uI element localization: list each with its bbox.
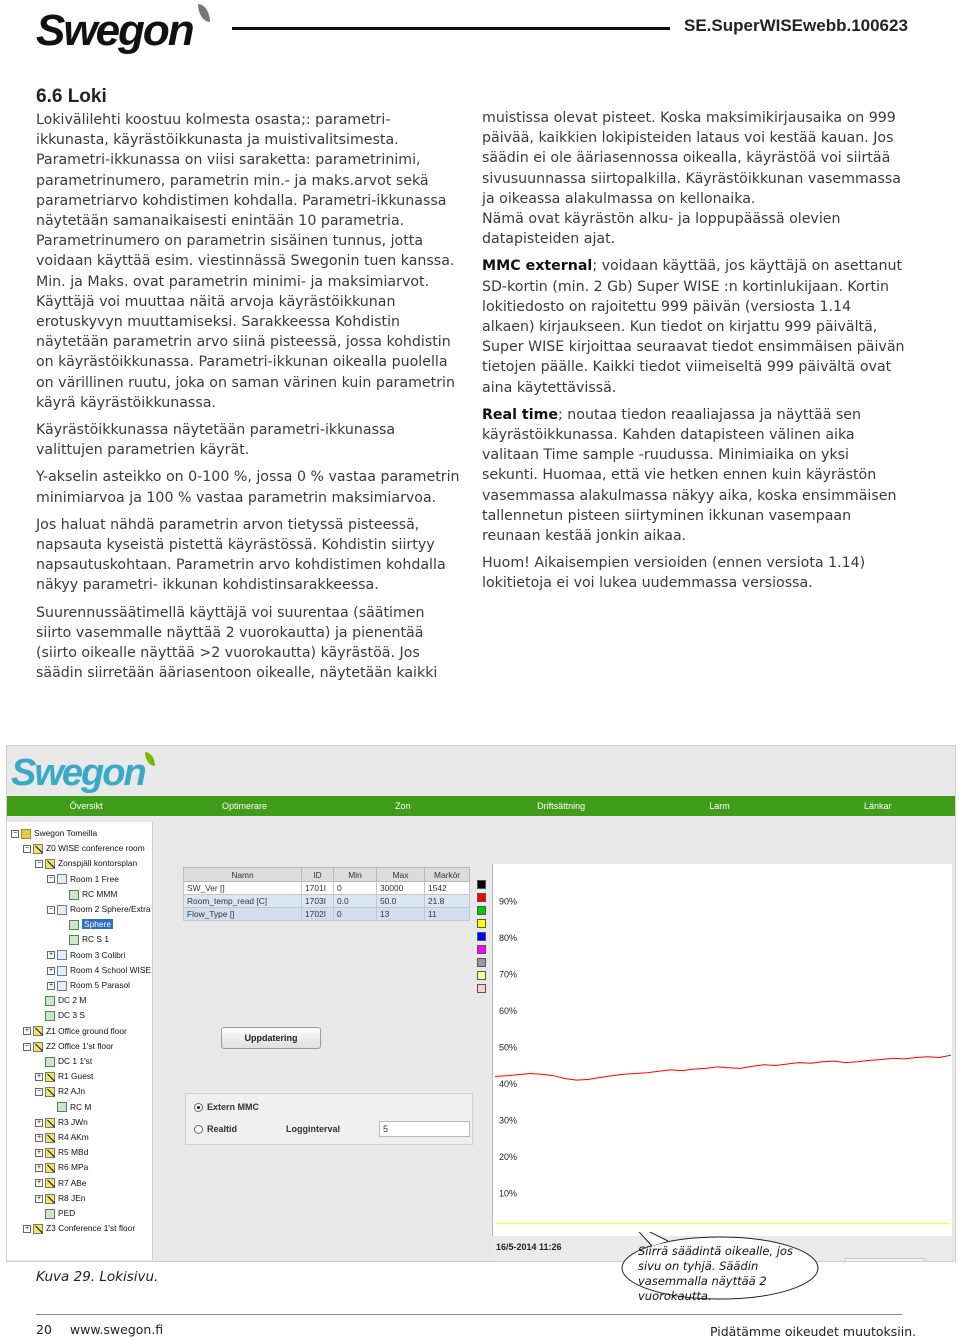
realtime-text: ; noutaa tiedon reaaliajassa ja näyttää sen käyrästöikkunassa. Kahden datapisteen välinen aika valitaan Time sample -ruudussa. Minimiaika on yksi sekunti. Huomaa, että vie hetken ennen kuin käyrästön vasemmassa alakulmassa näkyy aika, koska ensimmäisen tallennetun pisteen siirtyminen ikkunan vasempaan reunaan kestää jonkin aikaa. [482,406,897,545]
expand-icon[interactable]: + [48,981,54,989]
zone-icon [45,1118,55,1128]
cell-max[interactable]: 50.0 [377,895,425,908]
nav-driftsattning[interactable]: Driftsättning [537,801,586,811]
header-rule [232,27,670,30]
series-color-swatch[interactable] [477,971,486,980]
radio-selected-icon [194,1103,203,1112]
nav-lankar[interactable]: Länkar [864,801,892,811]
realtime-term: Real time [482,406,558,423]
mmc-term: MMC external [482,258,593,275]
room-icon [57,966,67,976]
collapse-icon[interactable]: − [48,905,54,913]
expand-icon[interactable]: + [36,1179,42,1187]
paragraph: Suurennussäätimellä käyttäjä voi suurentaa (säätimen siirto vasemmalle näyttää 2 vuorokautta) ja pienentää (siirto oikealle näyttää >2 vuorokautta) käyrästöä. Jos säädin siirretään ääriasentoon oikealle, näytetään kaikki [36,604,438,682]
tree-item[interactable] [35,1145,88,1159]
app-logo: Swegon [11,752,145,794]
cell-name: SW_Ver [] [184,882,302,895]
tree-item[interactable] [35,1054,92,1068]
tree-item-label: R7 ABe [58,1177,87,1188]
log-interval-input[interactable]: 5 [379,1121,470,1137]
tree-item-label: R2 AJn [58,1086,86,1097]
tree-item-label: R1 Guest [58,1071,94,1082]
nav-larm[interactable]: Larm [709,801,730,811]
cell-cursor: 21.8 [425,895,470,908]
zone-icon [33,1224,43,1234]
tree-item[interactable] [47,1100,91,1114]
website-link[interactable]: www.swegon.fi [69,1322,164,1337]
radio-external-mmc[interactable] [194,1102,259,1112]
series-color-swatch[interactable] [477,880,486,889]
update-button[interactable]: Uppdatering [221,1027,321,1049]
callout-text: Siirrä säädintä oikealle, jos sivu on tyhjä. Säädin vasemmalla näyttää 2 vuorokautta. [638,1244,793,1303]
parameter-table [183,867,470,921]
swegon-logo: Swegon [36,6,193,55]
y-tick-label: 90% [499,896,518,907]
tree-item-label: Sphere [84,919,112,930]
tree-item-label: R5 MBd [58,1147,89,1158]
cell-cursor: 1542 [425,882,470,895]
tree-item[interactable] [23,841,145,855]
tree-item-label: Swegon Tomeilla [34,828,98,838]
expand-icon[interactable]: + [36,1133,42,1141]
app-logo-leaf-icon [145,752,155,766]
tree-item[interactable] [35,856,137,870]
nav-zon[interactable]: Zon [395,801,411,811]
tree-item[interactable] [35,1160,88,1174]
folder-icon [21,829,31,839]
cell-id: 1701I [302,882,334,895]
tree-item-label: RC MMM [82,888,118,899]
zone-icon [45,859,55,869]
paragraph-realtime [482,405,906,546]
zone-icon [45,1072,55,1082]
paragraph: Lokivälilehti koostuu kolmesta osasta;: parametri-ikkunasta, käyrästöikkunasta ja muistivalitsimesta. Parametri-ikkunassa on viisi saraketta: parametrinimi, parametrinumero, parametrin min.- ja maks.arvot sekä parametriarvo kohdistimen kohdalla. Parametri-ikkunassa näytetään samanaikaisesti enintään 10 parametria. Parametrinumero on parametrin sisäinen tunnus, jotta voidaan käyttää esim. viestinnässä Swegonin tuen kanssa. Min. ja Maks. ovat parametrin minimi- ja maksimiarvot. Käyttäjä voi muuttaa näitä arvoja käyrästöikkunan erotuskyvyn muuttamiseksi. Sarakkeessa Kohdistin näytetään parametrin arvo siinä pisteessä, jossa kohdistin on käyrästöikkunassa. Parametri-ikkunan oikealla puolella on värillinen ruutu, joka on saman värinen kuin parametrin käyrä käyrästöikkunassa. [36,112,455,411]
paragraph: Jos haluat nähdä parametrin arvon tietyssä pisteessä, napsauta kyseistä pistettä käyrästössä. Kohdistin siirtyy napsautuskohtaan. Parametrin arvo kohdistimen kohdalla näkyy parametri- ikkunan kohdistinsarakkeessa. [36,516,446,594]
tree-item[interactable] [35,1206,75,1220]
tree-item-label: DC 3 S [58,1010,85,1021]
tree-item-label: DC 2 M [58,995,87,1006]
series-color-swatches [477,880,489,997]
paragraph-note: Huom! Aikaisempien versioiden (ennen versiota 1.14) lokitietoja ei voi lukea uudemmassa versiossa. [482,555,866,592]
expand-icon[interactable]: + [36,1072,42,1080]
cell-cursor: 11 [425,908,470,921]
y-tick-label: 60% [499,1006,518,1016]
tree-item[interactable] [35,1115,88,1129]
cell-max[interactable]: 13 [377,908,425,921]
footer-left [36,1322,163,1337]
col-header-cursor[interactable]: Markör [425,868,470,882]
table-row[interactable] [184,882,470,895]
tree-item-label: Z3 Conference 1'st floor [46,1223,136,1234]
tree-item-label: DC 1 1'st [58,1056,93,1066]
paragraph: muistissa olevat pisteet. Koska maksimikirjausaika on 999 päivää, kaikkien lokipisteiden lataus voi kestää kauan. Jos säädin ei ole ääriasennossa oikealla, käyrästöä voi siirtää sivusuunnassa siirtopalkilla. Käyrästöikkunan vasemmassa ja oikeassa alakulmassa on kellonaika. [482,110,901,207]
cell-name: Flow_Type [] [184,908,302,921]
source-selector [185,1093,473,1145]
tree-item-label: R4 AKm [58,1132,89,1142]
dev-icon [69,920,79,930]
tree-item-label: R3 JWn [58,1116,88,1127]
col-header-id[interactable]: ID [302,868,334,882]
series-color-swatch[interactable] [477,906,486,915]
radio-label: Realtid [207,1124,238,1134]
cell-min[interactable]: 0.0 [334,895,377,908]
zoom-slider[interactable] [845,1258,925,1262]
tree-item[interactable] [59,932,109,946]
dev-icon [57,1102,67,1112]
room-icon [57,981,67,991]
y-tick-label: 80% [499,933,518,943]
tree-item[interactable] [11,826,97,840]
tree-item[interactable] [35,1069,93,1083]
cell-min[interactable]: 0 [334,908,377,921]
y-tick-label: 40% [499,1079,518,1089]
logo-leaf-icon [198,4,210,22]
series-color-swatch[interactable] [477,919,486,928]
tree-item[interactable] [47,902,151,916]
room-icon [57,905,67,915]
tree-item-label: Room 5 Parasol [70,980,131,990]
tree-item-label: Z1 Office ground floor [46,1025,127,1036]
tree-item[interactable] [47,948,125,962]
zone-icon [45,1148,55,1158]
tree-item[interactable] [35,1191,85,1205]
paragraph-mmc [482,256,906,397]
series-color-swatch[interactable] [477,932,486,941]
dev-icon [45,1209,55,1219]
table-row[interactable] [184,895,470,908]
tree-item-label: Z0 WISE conference room [46,843,145,854]
log-interval-label [286,1124,340,1134]
left-column [36,86,460,690]
tree-item[interactable] [23,1024,127,1038]
zone-icon [45,1178,55,1188]
expand-icon[interactable]: + [24,1224,30,1232]
tree-item-label: Z2 Office 1'st floor [46,1040,114,1051]
zone-icon [45,1133,55,1143]
tree-item[interactable] [23,1039,114,1053]
radio-unselected-icon [194,1125,203,1134]
tree-item[interactable] [47,872,119,886]
cell-name: Room_temp_read [C] [184,895,302,908]
expand-icon[interactable]: + [36,1148,42,1156]
y-tick-label: 10% [499,1188,518,1199]
zone-icon [33,844,43,854]
cell-id: 1702I [302,908,334,921]
series-line[interactable] [495,1055,951,1080]
paragraph: Käyrästöikkunassa näytetään parametri-ikkunassa valittujen parametrien käyrät. [36,422,396,459]
y-tick-label: 20% [499,1152,518,1162]
page-number: 20 [36,1322,52,1337]
paragraph: Y-akselin asteikko on 0-100 %, jossa 0 % vastaa parametrin minimiarvoa ja 100 % vastaa parametrin maksimiarvoa. [36,469,460,506]
series-color-swatch[interactable] [477,958,486,967]
section-title: 6.6 Loki [36,86,107,107]
dev-icon [45,1057,55,1067]
nav-oversikt[interactable]: Översikt [69,801,103,811]
zone-icon [45,1163,55,1173]
tree-item-label: R6 MPa [58,1162,89,1173]
tree-item-label: Room 2 Sphere/Extra [70,904,151,914]
zone-tree [7,822,153,1260]
nav-optimerare[interactable]: Optimerare [221,801,267,811]
series-color-swatch[interactable] [477,893,486,902]
chart-start-time: 16/5-2014 11:26 [496,1242,562,1252]
tree-item[interactable] [35,1176,86,1190]
cell-min[interactable]: 0 [334,882,377,895]
expand-icon[interactable]: + [36,1194,42,1202]
collapse-icon[interactable]: − [36,1088,42,1096]
tree-item-label: Room 1 Free [70,873,119,884]
collapse-icon[interactable]: − [12,829,18,837]
tree-item[interactable] [35,1008,85,1022]
expand-icon[interactable]: + [24,1027,30,1035]
expand-icon[interactable]: + [48,951,54,959]
collapse-icon[interactable]: − [24,1042,30,1050]
tree-item[interactable] [35,993,86,1007]
room-icon [57,950,67,960]
y-tick-label: 70% [499,969,518,980]
tree-item[interactable] [23,1221,135,1235]
tree-item[interactable] [47,978,130,992]
series-color-swatch[interactable] [477,945,486,954]
room-icon [57,874,67,884]
tree-item-label: R8 JEn [58,1192,86,1203]
zone-icon [33,1026,43,1036]
zone-icon [45,1087,55,1097]
dev-icon [45,996,55,1006]
tree-item[interactable] [47,963,151,977]
expand-icon[interactable]: + [36,1118,42,1126]
col-header-name[interactable]: Namn [184,868,302,882]
collapse-icon[interactable]: − [36,860,42,868]
radio-realtime[interactable] [194,1124,237,1134]
paragraph: Nämä ovat käyrästön alku- ja loppupäässä olevien datapisteiden ajat. [482,211,841,248]
rights-notice: Pidätämme oikeudet muutoksiin. [710,1324,917,1339]
log-chart[interactable] [492,864,952,1237]
dev-icon [45,1011,55,1021]
main-navigation [7,796,956,816]
zone-icon [45,1194,55,1204]
cell-max[interactable]: 30000 [377,882,425,895]
col-header-min[interactable]: Min [334,868,377,882]
cell-id: 1703I [302,895,334,908]
radio-label: Extern MMC [207,1102,260,1112]
series-color-swatch[interactable] [477,984,486,993]
expand-icon[interactable]: + [48,966,54,974]
collapse-icon[interactable]: − [24,844,30,852]
tree-item-label: RC S 1 [82,934,109,945]
y-tick-label: 50% [499,1042,518,1053]
mmc-text: ; voidaan käyttää, jos käyttäjä on asettanut SD-kortin (min. 2 Gb) Super WISE :n kortinlukijaan. Kortin lokitiedosto on rajoitettu 999 päivän (versiosta 1.14 alkaen) kirjaukseen. Kun tiedot on kirjattu 999 päivältä, Super WISE kirjoittaa seuraavat tiedot ensimmäisen päivän tietojen päälle. Kaikki tiedot viimeiseltä 999 päivältä ovat aina käytettävissä. [482,258,905,396]
document-code: SE.SuperWISEwebb.100623 [684,16,908,35]
table-row[interactable] [184,908,470,921]
tree-item-label: Room 3 Colibri [70,949,126,960]
right-column [482,108,906,601]
footer-rule [36,1314,902,1315]
tree-item[interactable] [59,917,113,931]
tree-item-label: Zonspjäll kontorsplan [58,858,138,869]
tree-item[interactable] [59,887,117,901]
collapse-icon[interactable]: − [48,875,54,883]
expand-icon[interactable]: + [36,1164,42,1172]
log-interval-text: Logginterval [286,1124,341,1134]
dev-icon [69,935,79,945]
zone-icon [33,1042,43,1052]
log-page-screenshot [6,745,956,1262]
col-header-max[interactable]: Max [377,868,425,882]
figure-caption: Kuva 29. Lokisivu. [36,1269,159,1285]
tree-item-label: PED [58,1208,76,1218]
tree-item[interactable] [35,1130,89,1144]
log-chart-svg[interactable] [493,864,953,1237]
tree-item[interactable] [35,1084,85,1098]
y-tick-label: 30% [499,1115,518,1126]
tree-item-label: RC M [70,1101,92,1112]
tree-item-label: Room 4 School WISE [70,964,151,975]
dev-icon [69,890,79,900]
